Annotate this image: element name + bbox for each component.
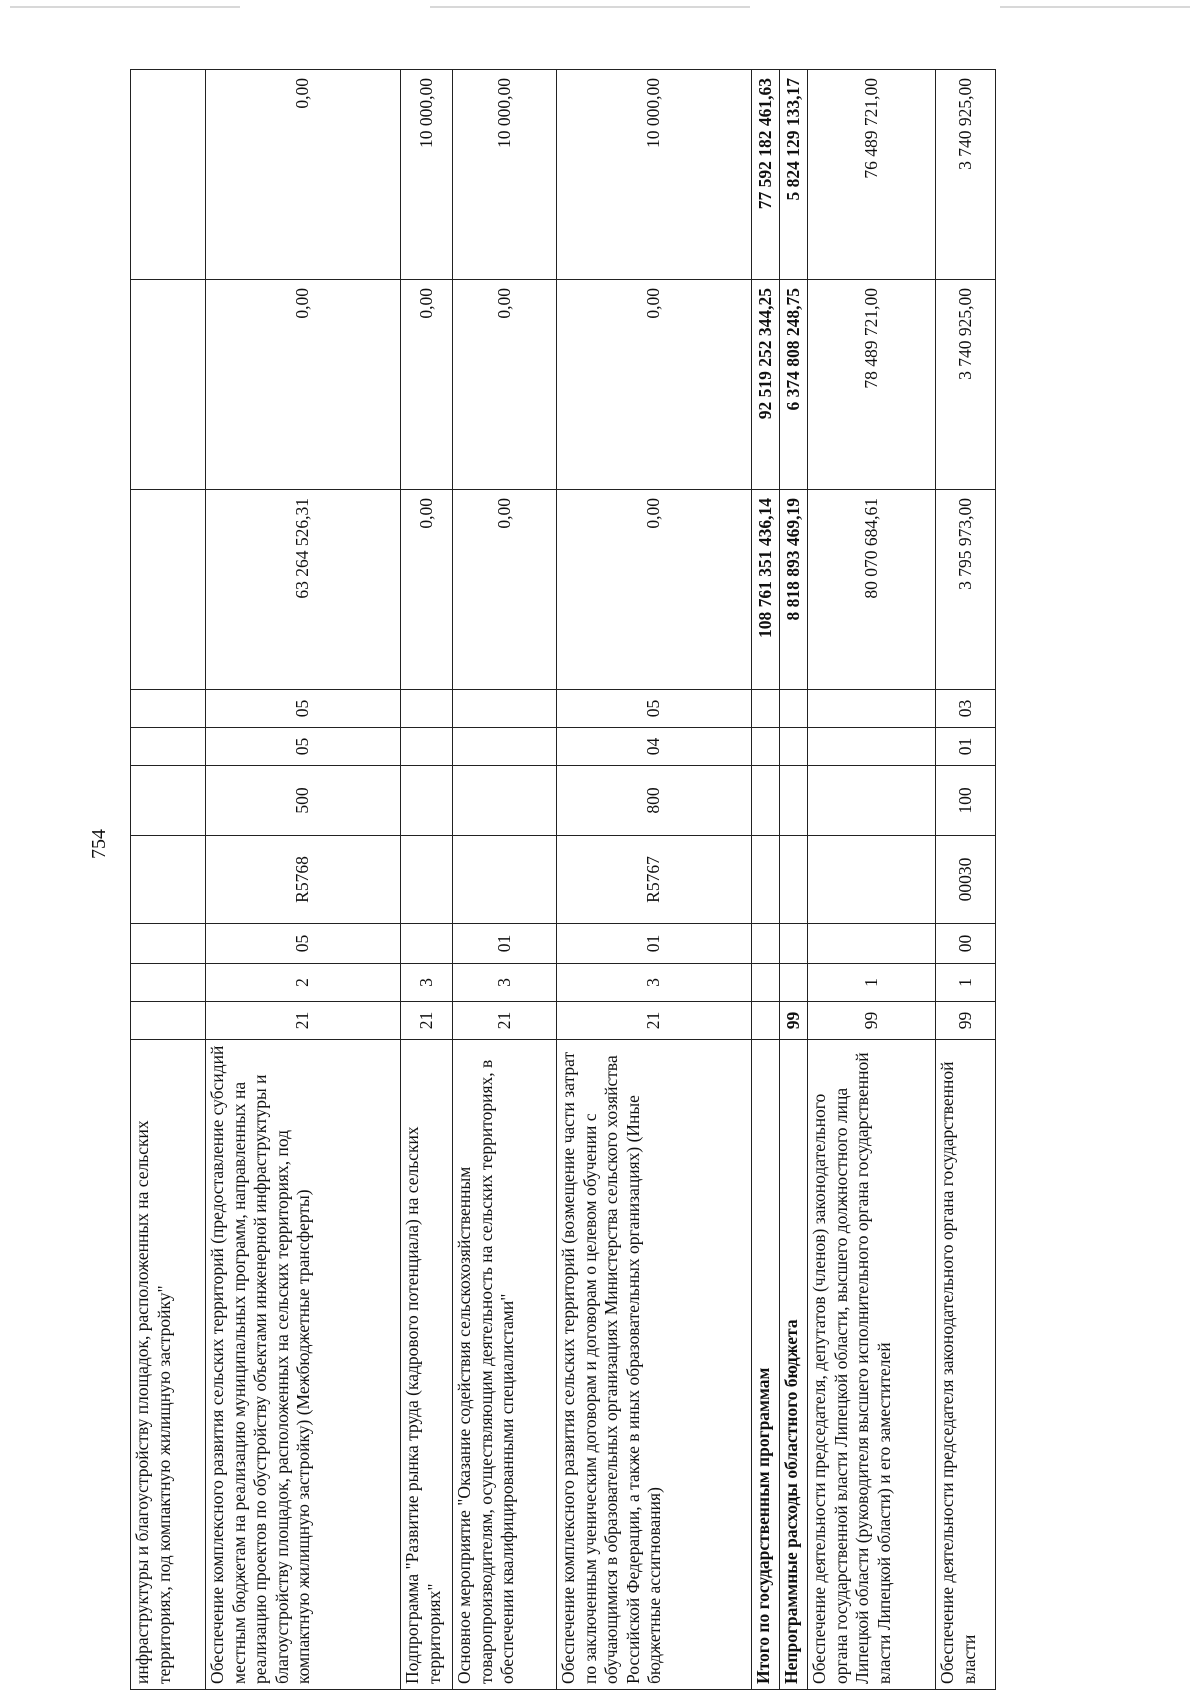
code-cell-2 (780, 964, 808, 1002)
amount-cell-3: 10 000,00 (401, 70, 453, 280)
table-row (557, 70, 752, 1690)
amount-cell-2: 0,00 (401, 280, 453, 490)
code-cell-4: R5768 (206, 836, 401, 924)
code-cell-3: 01 (453, 924, 557, 964)
table-row (206, 70, 401, 1690)
row-name-cell: Обеспечение комплексного развития сельских территорий (возмещение части затрат по заключенным ученическим договорам и договорам о целевом обучении с обучающимися в образовательных организациях Министерства сельского хозяйства Российской Федерации, а также в иных образовательных организациях) (Иные бюджетные ассигнования) (557, 1040, 752, 1690)
code-cell-5: 500 (206, 766, 401, 836)
code-cell-2: 2 (206, 964, 401, 1002)
row-name-cell: Итого по государственным программам (752, 1040, 780, 1690)
code-cell-2: 1 (808, 964, 936, 1002)
code-cell-1: 99 (780, 1002, 808, 1040)
budget-table (130, 69, 996, 1690)
code-cell-6: 05 (206, 728, 401, 766)
amount-cell-3: 5 824 129 133,17 (780, 70, 808, 280)
code-cell-1 (131, 1002, 206, 1040)
amount-cell-1 (131, 490, 206, 690)
code-cell-7: 03 (936, 690, 996, 728)
code-cell-6 (752, 728, 780, 766)
amount-cell-1: 0,00 (557, 490, 752, 690)
code-cell-7 (453, 690, 557, 728)
row-name-cell: Обеспечение деятельности председателя законодательного органа государственной власти (936, 1040, 996, 1690)
row-name-cell: Обеспечение комплексного развития сельских территорий (предоставление субсидий местным бюджетам на реализацию муниципальных программ, направленных на реализацию проектов по обустройству объектами инженерной инфраструктуры и благоустройству площадок, расположенных на сельских территориях, под компактную жилищную застройку) (Межбюджетные трансферты) (206, 1040, 401, 1690)
code-cell-7: 05 (206, 690, 401, 728)
code-cell-7 (752, 690, 780, 728)
code-cell-5 (752, 766, 780, 836)
code-cell-7 (131, 690, 206, 728)
code-cell-3 (131, 924, 206, 964)
code-cell-5: 800 (557, 766, 752, 836)
table-row (752, 70, 780, 1690)
row-name-cell: Подпрограмма "Развитие рынка труда (кадрового потенциала) на сельских территориях" (401, 1040, 453, 1690)
code-cell-1: 21 (206, 1002, 401, 1040)
amount-cell-1: 63 264 526,31 (206, 490, 401, 690)
code-cell-1: 21 (453, 1002, 557, 1040)
amount-cell-3: 10 000,00 (557, 70, 752, 280)
code-cell-5 (808, 766, 936, 836)
amount-cell-2: 3 740 925,00 (936, 280, 996, 490)
amount-cell-2: 78 489 721,00 (808, 280, 936, 490)
code-cell-1: 99 (936, 1002, 996, 1040)
amount-cell-2: 0,00 (453, 280, 557, 490)
amount-cell-1: 80 070 684,61 (808, 490, 936, 690)
code-cell-6: 01 (936, 728, 996, 766)
table-row (401, 70, 453, 1690)
code-cell-4: 00030 (936, 836, 996, 924)
scan-artifact-line (1000, 6, 1190, 8)
page-number: 754 (88, 829, 110, 859)
code-cell-5 (780, 766, 808, 836)
code-cell-4 (401, 836, 453, 924)
code-cell-6 (808, 728, 936, 766)
code-cell-3 (780, 924, 808, 964)
amount-cell-3: 0,00 (206, 70, 401, 280)
scan-artifact-line (10, 6, 240, 8)
code-cell-2: 3 (401, 964, 453, 1002)
code-cell-4 (780, 836, 808, 924)
code-cell-1 (752, 1002, 780, 1040)
code-cell-7: 05 (557, 690, 752, 728)
code-cell-6 (780, 728, 808, 766)
code-cell-6 (401, 728, 453, 766)
amount-cell-1: 108 761 351 436,14 (752, 490, 780, 690)
code-cell-4 (453, 836, 557, 924)
amount-cell-1: 0,00 (401, 490, 453, 690)
row-name-cell: Обеспечение деятельности председателя, депутатов (членов) законодательного органа государственной власти Липецкой области, высшего должностного лица Липецкой области (руководителя высшего исполнительного органа государственной власти Липецкой области) и его заместителей (808, 1040, 936, 1690)
code-cell-7 (780, 690, 808, 728)
code-cell-4: R5767 (557, 836, 752, 924)
row-name-cell: инфраструктуры и благоустройству площадок, расположенных на сельских территориях, под компактную жилищную застройку" (131, 1040, 206, 1690)
rotated-table-frame (130, 70, 979, 1690)
amount-cell-3: 77 592 182 461,63 (752, 70, 780, 280)
amount-cell-3: 76 489 721,00 (808, 70, 936, 280)
table-row (808, 70, 936, 1690)
amount-cell-2: 0,00 (557, 280, 752, 490)
landscape-page (130, 70, 979, 1690)
code-cell-7 (808, 690, 936, 728)
amount-cell-3: 3 740 925,00 (936, 70, 996, 280)
code-cell-3 (401, 924, 453, 964)
code-cell-2 (752, 964, 780, 1002)
code-cell-6 (453, 728, 557, 766)
code-cell-5: 100 (936, 766, 996, 836)
row-name-cell: Непрограммные расходы областного бюджета (780, 1040, 808, 1690)
amount-cell-3 (131, 70, 206, 280)
code-cell-1: 99 (808, 1002, 936, 1040)
code-cell-2 (131, 964, 206, 1002)
code-cell-5 (401, 766, 453, 836)
amount-cell-2: 6 374 808 248,75 (780, 280, 808, 490)
scan-artifact-line (430, 6, 750, 8)
code-cell-3 (752, 924, 780, 964)
code-cell-5 (131, 766, 206, 836)
row-name-cell: Основное мероприятие "Оказание содействия сельскохозяйственным товаропроизводителям, осуществляющим деятельность на сельских территориях, в обеспечении квалифицированными специалистами" (453, 1040, 557, 1690)
code-cell-5 (453, 766, 557, 836)
table-row (131, 70, 206, 1690)
code-cell-4 (752, 836, 780, 924)
code-cell-2: 3 (453, 964, 557, 1002)
code-cell-6: 04 (557, 728, 752, 766)
code-cell-2: 1 (936, 964, 996, 1002)
table-row (780, 70, 808, 1690)
code-cell-2: 3 (557, 964, 752, 1002)
amount-cell-1: 8 818 893 469,19 (780, 490, 808, 690)
table-body (131, 70, 996, 1690)
code-cell-3: 05 (206, 924, 401, 964)
code-cell-6 (131, 728, 206, 766)
code-cell-1: 21 (401, 1002, 453, 1040)
amount-cell-3: 10 000,00 (453, 70, 557, 280)
table-row (936, 70, 996, 1690)
amount-cell-2: 92 519 252 344,25 (752, 280, 780, 490)
code-cell-4 (131, 836, 206, 924)
amount-cell-1: 3 795 973,00 (936, 490, 996, 690)
code-cell-3 (808, 924, 936, 964)
code-cell-3: 01 (557, 924, 752, 964)
code-cell-7 (401, 690, 453, 728)
amount-cell-1: 0,00 (453, 490, 557, 690)
table-row (453, 70, 557, 1690)
code-cell-3: 00 (936, 924, 996, 964)
code-cell-4 (808, 836, 936, 924)
amount-cell-2: 0,00 (206, 280, 401, 490)
code-cell-1: 21 (557, 1002, 752, 1040)
amount-cell-2 (131, 280, 206, 490)
